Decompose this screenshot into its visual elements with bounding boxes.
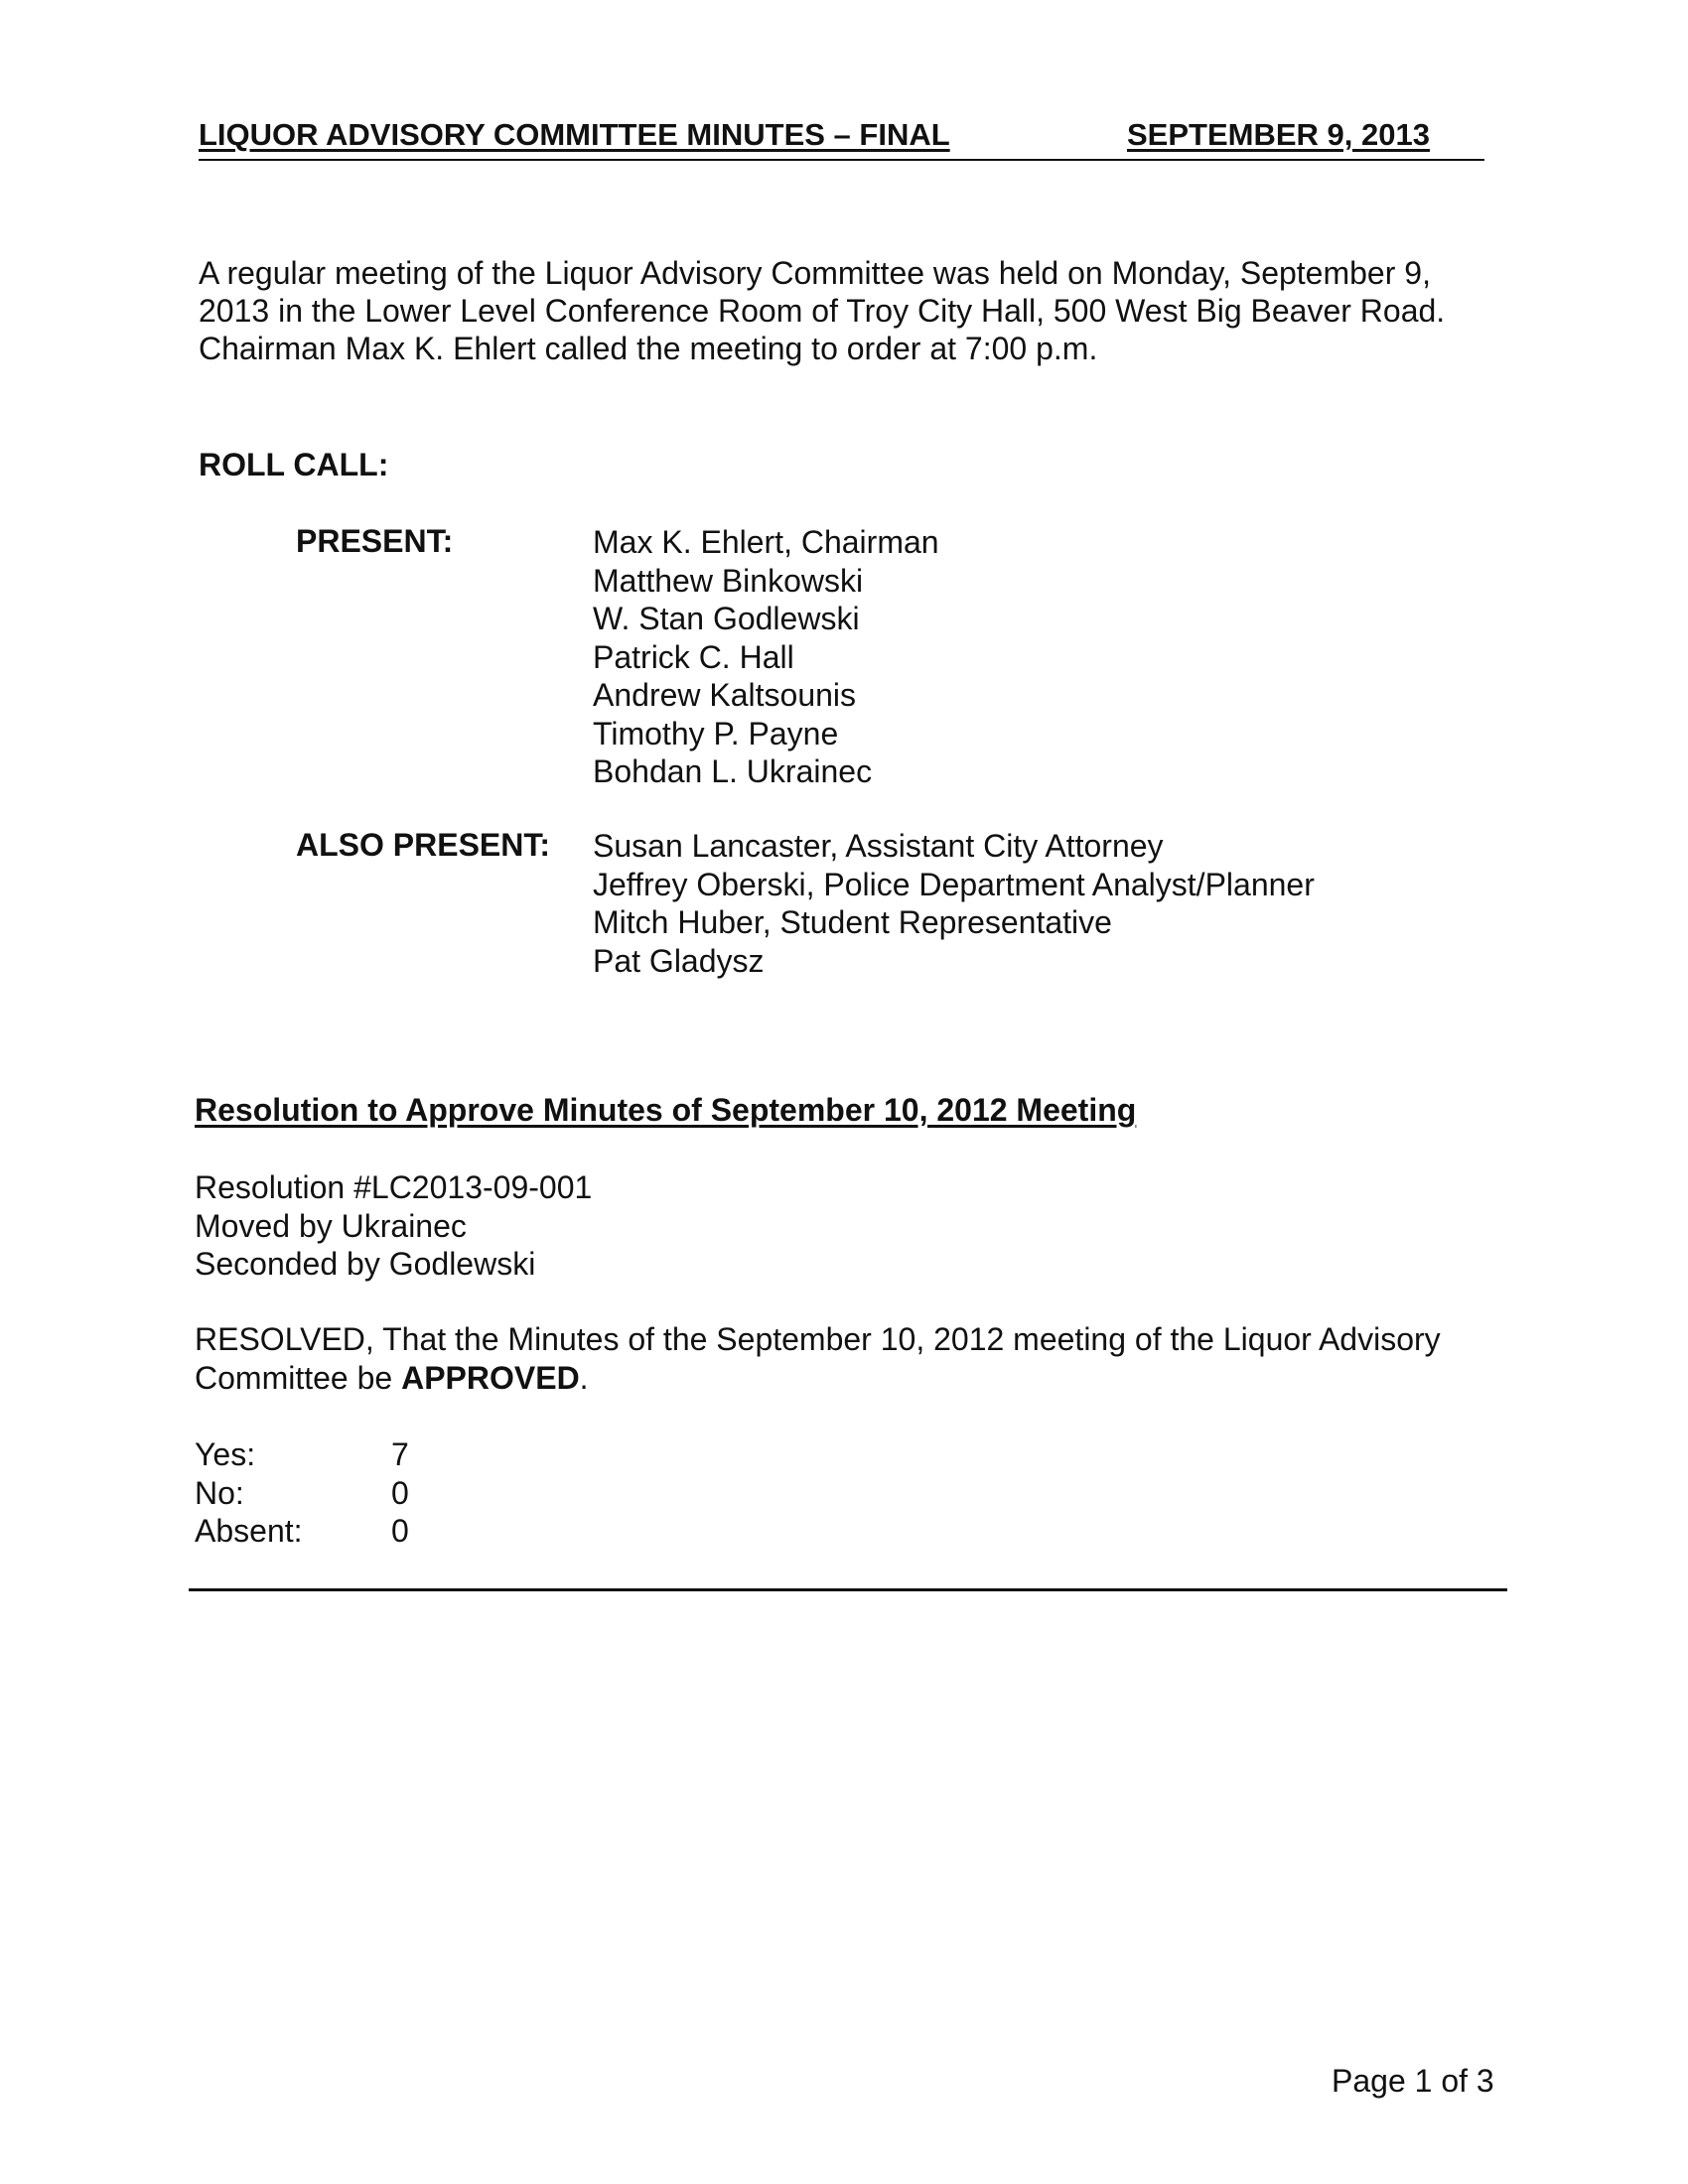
table-row [195, 1512, 409, 1551]
resolution-number: Resolution #LC2013-09-001 [195, 1169, 593, 1205]
list-item: Max K. Ehlert, Chairman [593, 524, 939, 560]
list-item: Andrew Kaltsounis [593, 677, 857, 713]
list-item: Susan Lancaster, Assistant City Attorney [593, 828, 1164, 864]
list-item: Jeffrey Oberski, Police Department Analyst/Planner [593, 866, 1315, 902]
list-item: Bohdan L. Ukrainec [593, 753, 873, 789]
vote-count: 7 [391, 1436, 409, 1472]
table-row [195, 1435, 409, 1474]
intro-paragraph: A regular meeting of the Liquor Advisory Committee was held on Monday, September 9, 2013 in the Lower Level Conference Room of Troy City Hall, 500 West Big Beaver Road. Chairman Max K. Ehlert called the meeting to order at 7:00 p.m. [199, 255, 1446, 366]
vote-label: Yes: [195, 1436, 256, 1472]
list-item: Pat Gladysz [593, 942, 765, 979]
vote-count: 0 [391, 1513, 409, 1549]
vote-count: 0 [391, 1474, 409, 1511]
list-item: W. Stan Godlewski [593, 601, 860, 636]
moved-by: Moved by Ukrainec [195, 1207, 467, 1244]
resolved-text: RESOLVED, That the Minutes of the September 10, 2012 meeting of the Liquor Advisory Committee be [195, 1321, 1441, 1396]
resolution-details [195, 1168, 592, 1284]
vote-table [195, 1435, 409, 1551]
vote-label: Absent: [195, 1513, 303, 1549]
table-row [195, 1474, 409, 1513]
vote-label: No: [195, 1474, 244, 1511]
document-header [199, 117, 1484, 161]
roll-call-heading: ROLL CALL: [199, 447, 389, 482]
list-item: Matthew Binkowski [593, 562, 864, 599]
resolution-title: Resolution to Approve Minutes of September 10, 2012 Meeting [195, 1092, 1137, 1128]
present-list [593, 523, 939, 791]
also-present-list [593, 827, 1315, 980]
section-divider [189, 1588, 1507, 1591]
present-label: PRESENT: [296, 523, 454, 559]
resolved-end: . [579, 1359, 589, 1396]
document-title: LIQUOR ADVISORY COMMITTEE MINUTES – FINAL [199, 117, 950, 152]
also-present-label: ALSO PRESENT: [296, 827, 551, 863]
resolved-paragraph [195, 1320, 1515, 1397]
seconded-by: Seconded by Godlewski [195, 1246, 536, 1282]
page-number: Page 1 of 3 [1332, 2063, 1494, 2099]
list-item: Mitch Huber, Student Representative [593, 904, 1112, 940]
resolved-decision: APPROVED [401, 1359, 580, 1396]
document-date: SEPTEMBER 9, 2013 [1127, 117, 1430, 152]
list-item: Patrick C. Hall [593, 638, 794, 675]
list-item: Timothy P. Payne [593, 715, 839, 751]
